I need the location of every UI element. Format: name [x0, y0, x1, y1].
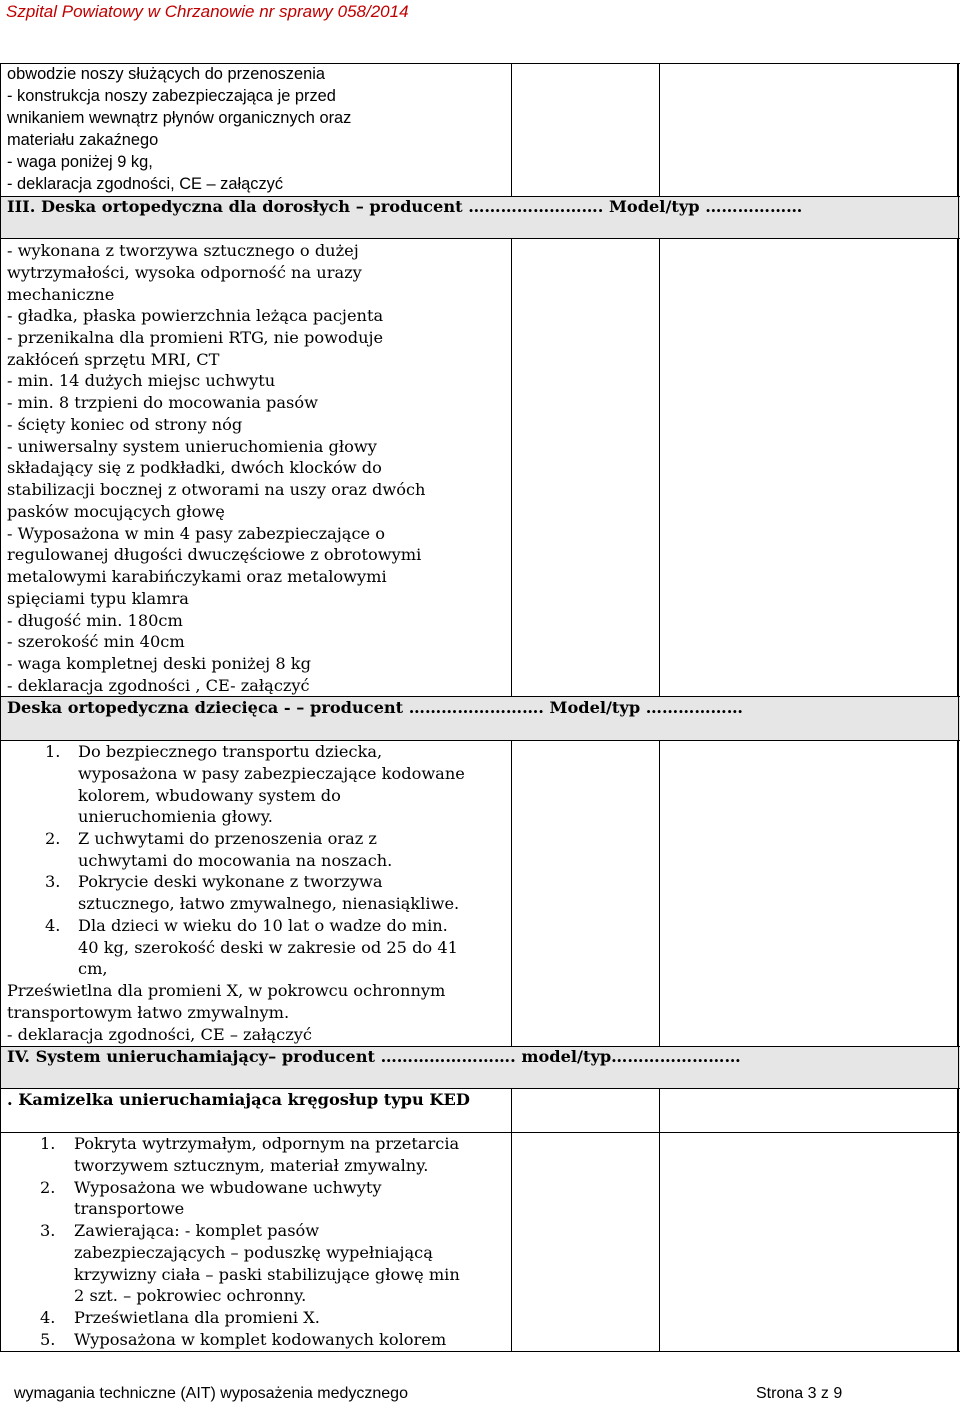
- list-item-line: cm,: [78, 959, 108, 978]
- text-line: - konstrukcja noszy zabezpieczająca je przed: [7, 87, 336, 105]
- text-line: - Wyposażona w min 4 pasy zabezpieczające o: [7, 524, 385, 543]
- footer-title: wymagania techniczne (AIT) wyposażenia medycznego: [14, 1385, 408, 1402]
- text-line: - wykonana z tworzywa sztucznego o dużej: [7, 241, 359, 260]
- text-line: spięciami typu klamra: [7, 589, 189, 608]
- text-line: - uniwersalny system unieruchomienia głowy: [7, 437, 377, 456]
- list-item-line: zabezpieczających – poduszkę wypełniającą: [74, 1243, 433, 1262]
- list-item-line: transportowe: [74, 1199, 185, 1218]
- text-line: wytrzymałości, wysoka odporność na urazy: [7, 263, 362, 282]
- list-item-line: Pokrycie deski wykonane z tworzywa: [78, 872, 383, 891]
- text-line: - min. 8 trzpieni do mocowania pasów: [7, 393, 318, 412]
- text-line: - min. 14 dużych miejsc uchwytu: [7, 371, 276, 390]
- section-3-heading: III. Deska ortopedyczna dla dorosłych – producent ……………………. Model/typ ………………: [7, 197, 803, 216]
- text-line: - przenikalna dla promieni RTG, nie powoduje: [7, 328, 384, 347]
- list-item-line: Wyposażona we wbudowane uchwyty: [74, 1178, 382, 1197]
- list-item-line: tworzywem sztucznym, materiał zmywalny.: [74, 1156, 429, 1175]
- text-line: - deklaracja zgodności, CE – załączyć: [7, 1025, 312, 1044]
- text-line: składający się z podkładki, dwóch klocków do: [7, 458, 382, 477]
- list-number: 4.: [45, 916, 61, 935]
- text-line: zakłóceń sprzętu MRI, CT: [7, 350, 220, 369]
- text-line: regulowanej długości dwuczęściowe z obrotowymi: [7, 545, 422, 564]
- list-item-line: sztucznego, łatwo zmywalnego, nienasiąkliwe.: [78, 894, 460, 913]
- text-line: - gładka, płaska powierzchnia leżąca pacjenta: [7, 306, 384, 325]
- text-line: pasków mocujących głowę: [7, 502, 225, 521]
- text-line: materiału zakaźnego: [7, 131, 159, 149]
- text-line: - ścięty koniec od strony nóg: [7, 415, 243, 434]
- text-line: metalowymi karabińczykami oraz metalowymi: [7, 567, 387, 586]
- list-item-line: unieruchomienia głowy.: [78, 807, 273, 826]
- list-number: 5.: [40, 1330, 56, 1349]
- text-line: wnikaniem wewnątrz płynów organicznych oraz: [7, 109, 352, 127]
- list-item-line: 40 kg, szerokość deski w zakresie od 25 do 41: [78, 938, 458, 957]
- document-header: Szpital Powiatowy w Chrzanowie nr sprawy 058/2014: [6, 2, 409, 21]
- section-4-heading: IV. System unieruchamiający– producent ……………………. model/typ……………………: [7, 1047, 741, 1066]
- list-number: 1.: [40, 1134, 56, 1153]
- text-line: mechaniczne: [7, 285, 115, 304]
- list-number: 2.: [45, 829, 61, 848]
- text-line: - deklaracja zgodności, CE – załączyć: [7, 175, 284, 193]
- list-item-line: Dla dzieci w wieku do 10 lat o wadze do min.: [78, 916, 448, 935]
- list-item-line: wyposażona w pasy zabezpieczające kodowane: [78, 764, 465, 783]
- list-item-line: uchwytami do mocowania na noszach.: [78, 851, 393, 870]
- list-number: 3.: [40, 1221, 56, 1240]
- list-item-line: Do bezpiecznego transportu dziecka,: [78, 742, 383, 761]
- text-line: - deklaracja zgodności , CE- załączyć: [7, 676, 310, 695]
- list-item-line: kolorem, wbudowany system do: [78, 786, 341, 805]
- text-line: - waga poniżej 9 kg,: [7, 153, 153, 171]
- list-number: 2.: [40, 1178, 56, 1197]
- text-line: - szerokość min 40cm: [7, 632, 185, 651]
- ked-heading: . Kamizelka unieruchamiająca kręgosłup typu KED: [7, 1090, 470, 1109]
- text-line: - długość min. 180cm: [7, 611, 183, 630]
- text-line: - waga kompletnej deski poniżej 8 kg: [7, 654, 311, 673]
- list-number: 3.: [45, 872, 61, 891]
- list-item-line: Pokryta wytrzymałym, odpornym na przetarcia: [74, 1134, 460, 1153]
- text-line: transportowym łatwo zmywalnym.: [7, 1003, 290, 1022]
- list-number: 4.: [40, 1308, 56, 1327]
- list-item-line: krzywizny ciała – paski stabilizujące głowę min: [74, 1265, 460, 1284]
- list-item-line: Z uchwytami do przenoszenia oraz z: [78, 829, 377, 848]
- list-item-line: Prześwietlana dla promieni X.: [74, 1308, 320, 1327]
- text-line: obwodzie noszy służących do przenoszenia: [7, 65, 325, 83]
- list-item-line: Wyposażona w komplet kodowanych kolorem: [74, 1330, 447, 1349]
- list-number: 1.: [45, 742, 61, 761]
- text-line: stabilizacji bocznej z otworami na uszy oraz dwóch: [7, 480, 426, 499]
- page-number: Strona 3 z 9: [756, 1385, 843, 1402]
- list-item-line: Zawierająca: - komplet pasów: [74, 1221, 320, 1240]
- list-item-line: 2 szt. – pokrowiec ochronny.: [74, 1286, 307, 1305]
- text-line: Prześwietlna dla promieni X, w pokrowcu ochronnym: [7, 981, 446, 1000]
- child-board-heading: Deska ortopedyczna dziecięca - – producent ……………………. Model/typ ………………: [7, 698, 743, 717]
